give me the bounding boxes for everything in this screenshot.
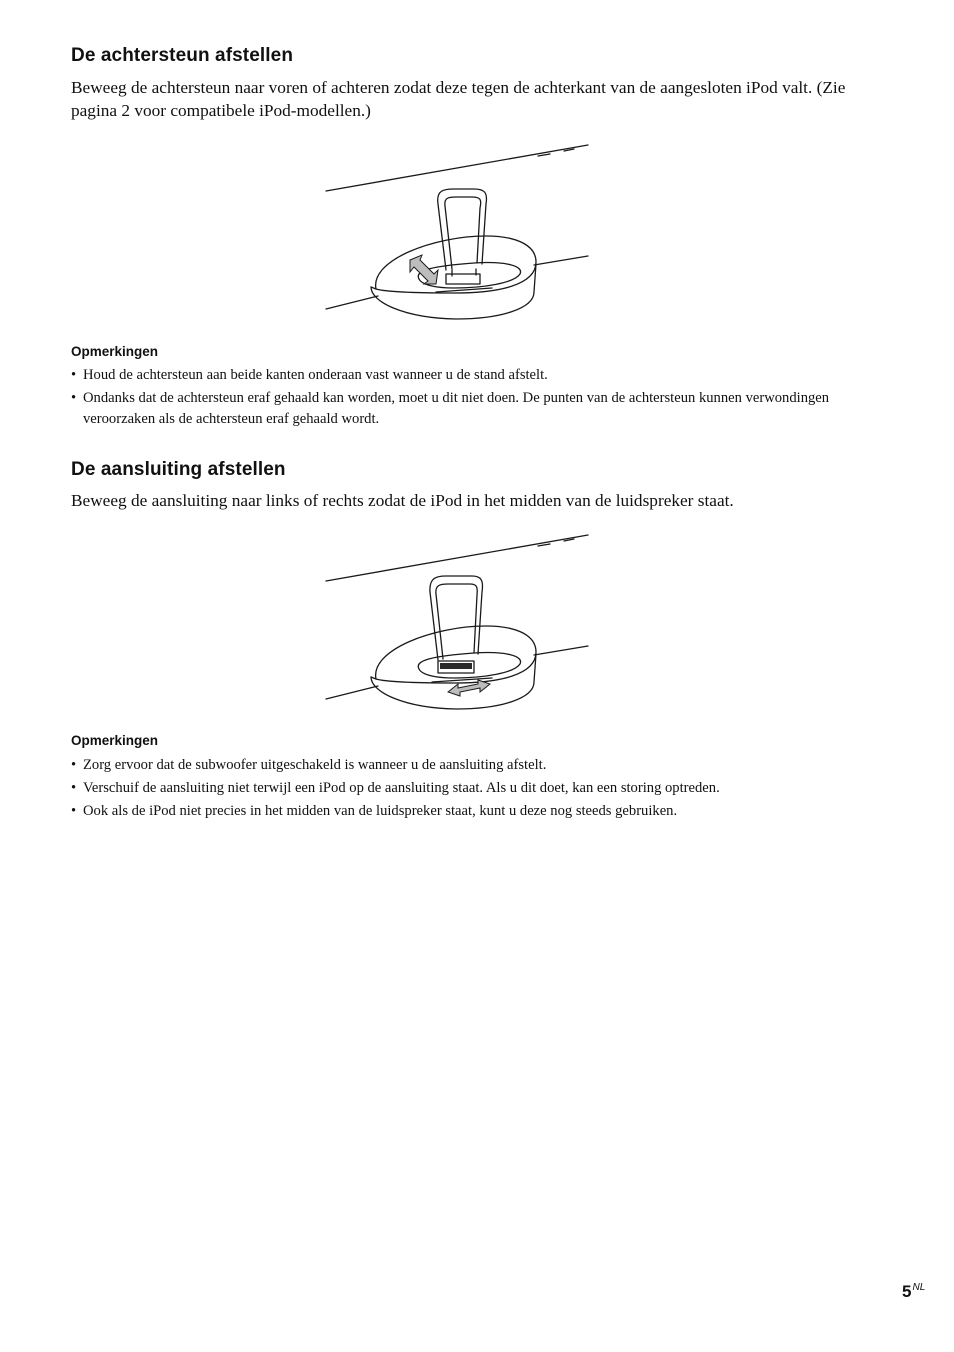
connector-illustration: [324, 532, 592, 714]
bullet: •: [71, 803, 77, 819]
page-language-suffix: NL: [912, 1282, 926, 1293]
back-support-illustration: [324, 142, 592, 324]
bullet: •: [71, 390, 77, 406]
bullet: •: [71, 780, 77, 796]
note-item: • Houd de achtersteun aan beide kanten onderaan vast wanneer u de stand afstelt.: [71, 365, 871, 386]
notes-heading-1: Opmerkingen: [71, 344, 159, 359]
section-body-connector: Beweeg de aansluiting naar links of rechts zodat de iPod in het midden van de luidspreker staat.: [71, 491, 734, 510]
notes-heading-2: Opmerkingen: [71, 733, 159, 748]
note-item: • Verschuif de aansluiting niet terwijl een iPod op de aansluiting staat. Als u dit doet, kan een storing optreden.: [71, 778, 871, 799]
bullet: •: [71, 367, 77, 383]
note-item: • Ook als de iPod niet precies in het midden van de luidspreker staat, kunt u deze nog steeds gebruiken.: [71, 801, 871, 822]
page-number: $5^{NL}$: [902, 1282, 926, 1301]
note-item: • Ondanks dat de achtersteun eraf gehaald kan worden, moet u dit niet doen. De punten van de achtersteun kunnen verwondingen veroorzaken als de achtersteun eraf gehaald wordt.: [71, 390, 830, 427]
notes-list-1: [71, 365, 871, 432]
section-heading-connector: De aansluiting afstellen: [71, 459, 286, 480]
section-heading-back-support: De achtersteun afstellen: [71, 45, 294, 66]
notes-list-2: [71, 755, 871, 824]
note-item: • Zorg ervoor dat de subwoofer uitgeschakeld is wanneer u de aansluiting afstelt.: [71, 755, 871, 776]
section-body-back-support: Beweeg de achtersteun naar voren of achteren zodat deze tegen de achterkant van de aangesloten iPod valt. (Zie pagina 2 voor compatibele iPod-modellen.): [71, 78, 846, 120]
bullet: •: [71, 757, 77, 773]
